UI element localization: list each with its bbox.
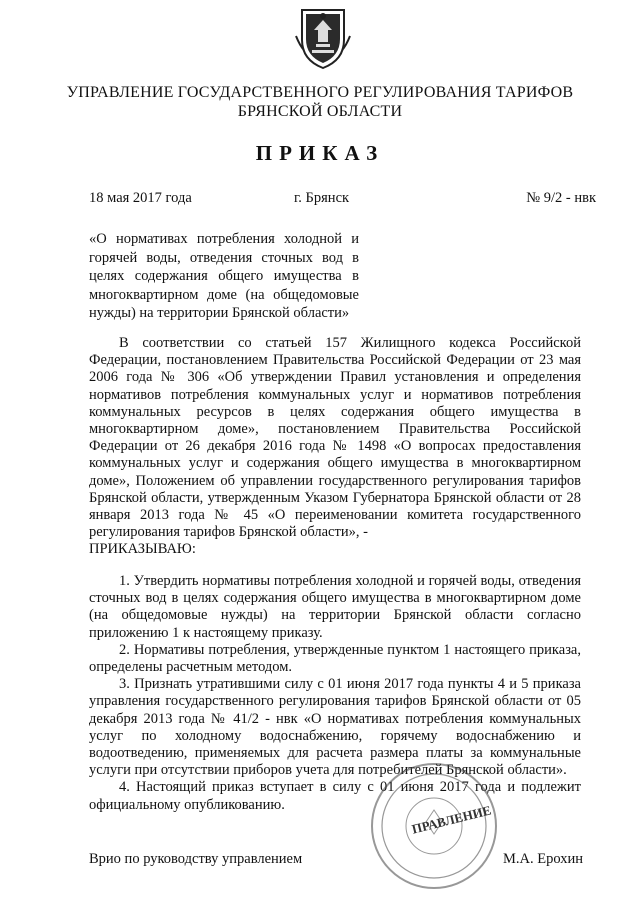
signatory-name: М.А. Ерохин bbox=[502, 851, 583, 867]
order-item-1: 1. Утвердить нормативы потребления холодной и горячей воды, отведения сточных вод в целях содержания общего имущества в многоквартирном доме (на общедомовые нужды) на территории Брянской области согласно приложению 1 к настоящему приказу. bbox=[89, 573, 581, 641]
organization-name-line2: БРЯНСКОЙ ОБЛАСТИ bbox=[237, 103, 403, 120]
preamble-paragraph: В соответствии со статьей 157 Жилищного кодекса Российской Федерации, постановлением Правительства Российской Федерации от 23 мая 2006 года № 306 «Об утверждении Правил установления и определения нормативов потребления коммунальных услуг и нормативов потребления коммунальных ресурсов в целях содержания общего имущества в многоквартирном доме», постановлением Правительства Российской Федерации от 26 декабря 2016 года № 1498 «О вопросах предоставления коммунальных услуг и содержания общего имущества в многоквартирном доме», Положением об управлении государственного регулирования тарифов Брянской области, утвержденным Указом Губернатора Брянской области от 28 января 2013 года № 45 «О переименовании комитета государственного регулирования тарифов Брянской области», - bbox=[89, 335, 581, 541]
document-subject: «О нормативах потребления холодной и горячей воды, отведения сточных вод в целях содержания общего имущества в многоквартирном доме (на общедомовые нужды) на территории Брянской области» bbox=[89, 231, 359, 321]
order-items-list bbox=[89, 573, 581, 814]
order-item-2: 2. Нормативы потребления, утвержденные пунктом 1 настоящего приказа, определены расчетным методом. bbox=[89, 641, 581, 676]
stamp-label: ПРАВЛЕНИЕ bbox=[410, 802, 493, 837]
document-title: ПРИКАЗ bbox=[255, 141, 385, 165]
order-item-3: 3. Признать утратившими силу с 01 июня 2017 года пункты 4 и 5 приказа управления государственного регулирования тарифов Брянской области от 05 декабря 2013 года № 41/2 - нвк «О нормативах потребления коммунальных услуг по холодному водоснабжению, горячему водоснабжению и водоотведению, применяемых для расчета размера платы за коммунальные услуги при отсутствии приборов учета для потребителей Брянской области». bbox=[89, 676, 581, 779]
order-directive: ПРИКАЗЫВАЮ: bbox=[89, 541, 196, 557]
document-date: 18 мая 2017 года bbox=[89, 190, 192, 206]
order-item-4: 4. Настоящий приказ вступает в силу с 01 июня 2017 года и подлежит официальному опубликованию. bbox=[89, 779, 581, 813]
document-number: № 9/2 - нвк bbox=[526, 190, 596, 206]
coat-of-arms-emblem bbox=[294, 6, 352, 70]
document-city: г. Брянск bbox=[294, 190, 350, 206]
signatory-position: Врио по руководству управлением bbox=[89, 851, 303, 867]
organization-name-line1: УПРАВЛЕНИЕ ГОСУДАРСТВЕННОГО РЕГУЛИРОВАНИЯ ТАРИФОВ bbox=[66, 84, 574, 101]
